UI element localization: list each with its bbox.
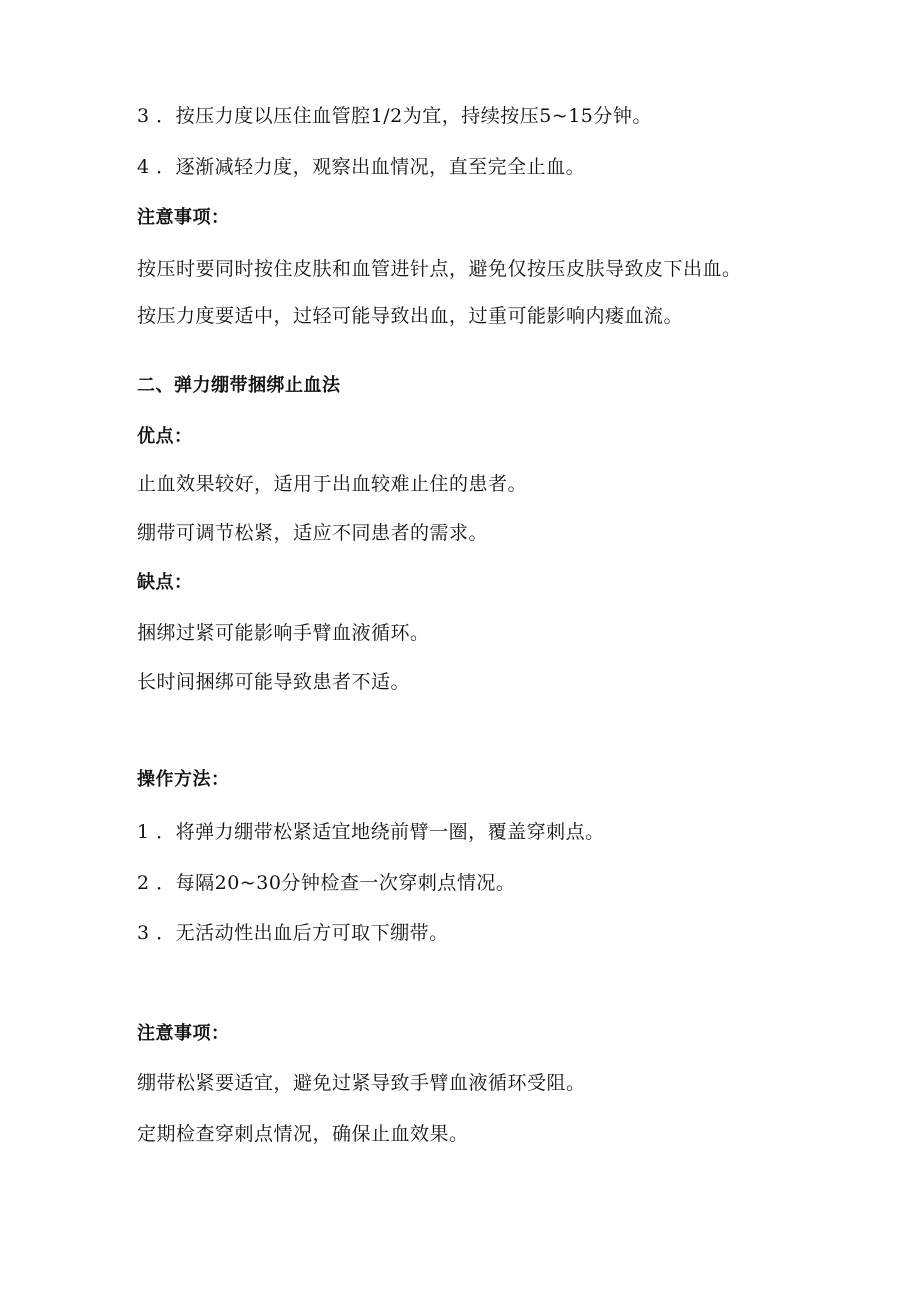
step-4-text: 4 ．逐渐减轻力度，观察出血情况，直至完全止血。 bbox=[137, 156, 586, 178]
pros-heading: 优点： bbox=[137, 426, 193, 447]
cons-paragraph: 捆绑过紧可能影响手臂血液循环。 bbox=[137, 622, 430, 644]
notes-heading: 注意事项： bbox=[137, 1023, 230, 1044]
note-paragraph: 按压时要同时按住皮肤和血管进针点，避免仅按压皮肤导致皮下出血。 bbox=[137, 258, 742, 280]
method-heading: 操作方法： bbox=[137, 769, 230, 790]
cons-heading: 缺点： bbox=[137, 572, 193, 593]
section-title: 二、弹力绷带捆绑止血法 bbox=[137, 375, 341, 396]
method-step-3: 3 ．无活动性出血后方可取下绷带。 bbox=[137, 922, 449, 944]
notes-heading: 注意事项： bbox=[137, 207, 230, 228]
note-paragraph: 绷带松紧要适宜，避免过紧导致手臂血液循环受阻。 bbox=[137, 1072, 586, 1094]
pros-paragraph: 绷带可调节松紧，适应不同患者的需求。 bbox=[137, 522, 489, 544]
step-3-text: 3 ．按压力度以压住血管腔1/2为宜，持续按压5~15分钟。 bbox=[137, 105, 652, 127]
method-step-2: 2 ．每隔20~30分钟检查一次穿刺点情况。 bbox=[137, 872, 516, 894]
note-paragraph: 定期检查穿刺点情况，确保止血效果。 bbox=[137, 1123, 469, 1145]
method-step-1: 1 ．将弹力绷带松紧适宜地绕前臂一圈，覆盖穿刺点。 bbox=[137, 821, 605, 843]
note-paragraph: 按压力度要适中，过轻可能导致出血，过重可能影响内瘘血流。 bbox=[137, 305, 684, 327]
cons-paragraph: 长时间捆绑可能导致患者不适。 bbox=[137, 671, 411, 693]
pros-paragraph: 止血效果较好，适用于出血较难止住的患者。 bbox=[137, 473, 528, 495]
